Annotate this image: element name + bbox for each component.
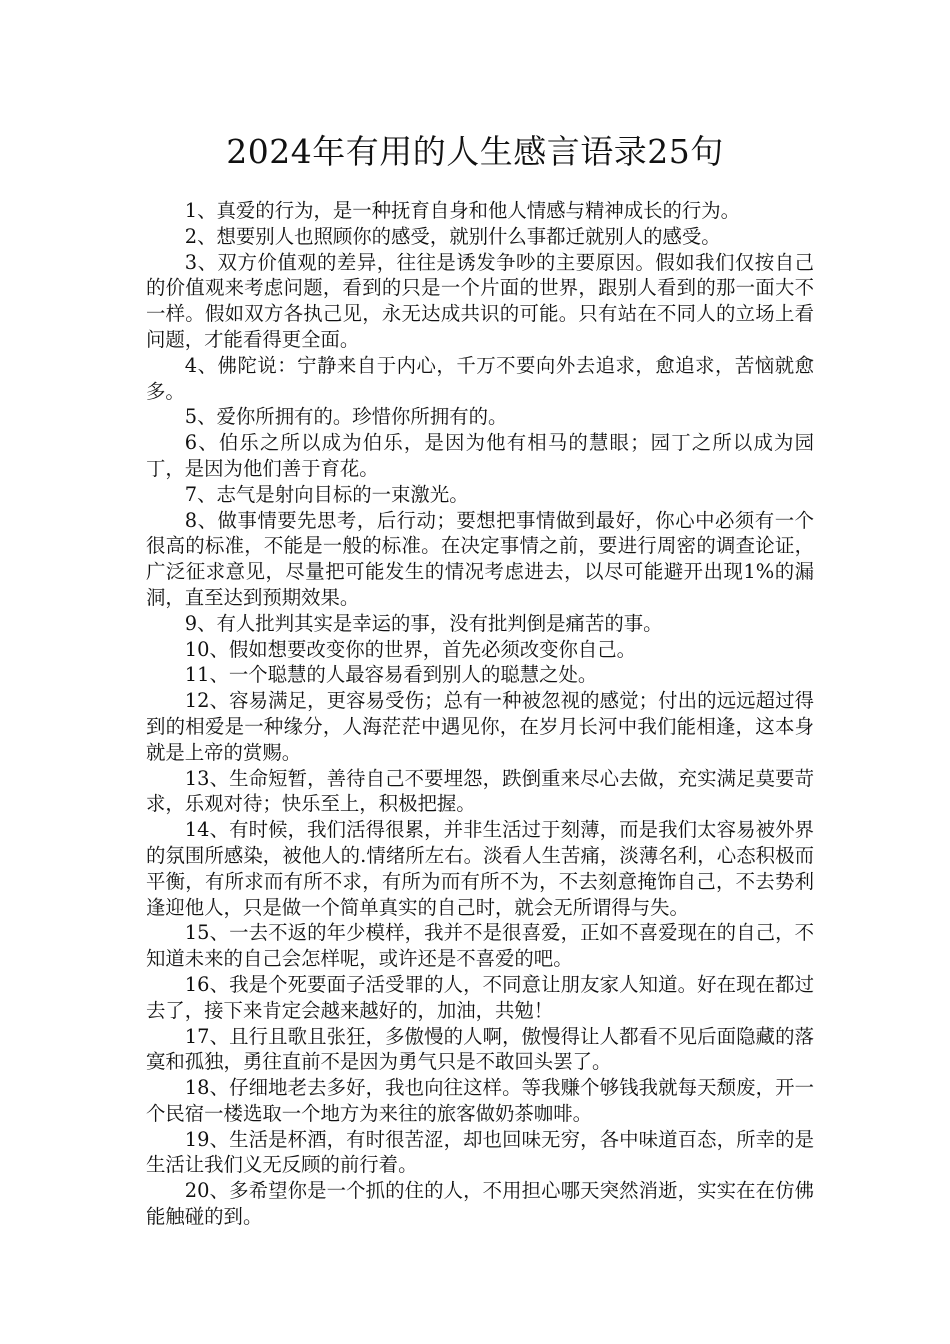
quote-paragraph-15: 15、一去不返的年少模样，我并不是很喜爱，正如不喜爱现在的自己，不知道未来的自己会怎样呢，或许还是不喜爱的吧。 (146, 921, 814, 971)
quote-paragraph-9: 9、有人批判其实是幸运的事，没有批判倒是痛苦的事。 (184, 611, 663, 635)
quote-paragraph-20: 20、多希望你是一个抓的住的人，不用担心哪天突然消逝，实实在在仿佛能触碰的到。 (146, 1179, 814, 1229)
quote-paragraph-8: 8、做事情要先思考，后行动；要想把事情做到最好，你心中必须有一个很高的标准，不能是一般的标准。在决定事情之前，要进行周密的调查论证，广泛征求意见，尽量把可能发生的情况考虑进去，以尽可能避开出现1%的漏洞，直至达到预期效果。 (146, 508, 814, 609)
quote-paragraph-17: 17、且行且歌且张狂，多傲慢的人啊，傲慢得让人都看不见后面隐藏的落寞和孤独，勇往直前不是因为勇气只是不敢回头罢了。 (146, 1024, 814, 1074)
quote-paragraph-16: 16、我是个死要面子活受罪的人，不同意让朋友家人知道。好在现在都过去了，接下来肯定会越来越好的，加油，共勉！ (146, 972, 814, 1022)
document-body (146, 198, 814, 1230)
quote-paragraph-3: 3、双方价值观的差异，往往是诱发争吵的主要原因。假如我们仅按自己的价值观来考虑问题，看到的只是一个片面的世界，跟别人看到的那一面大不一样。假如双方各执己见，永无达成共识的可能。只有站在不同人的立场上看问题，才能看得更全面。 (146, 250, 814, 351)
quote-paragraph-11: 11、一个聪慧的人最容易看到别人的聪慧之处。 (184, 663, 598, 687)
quote-paragraph-5: 5、爱你所拥有的。珍惜你所拥有的。 (184, 405, 508, 429)
document-title: 2024年有用的人生感言语录25句 (226, 132, 724, 171)
quote-paragraph-7: 7、志气是射向目标的一束激光。 (184, 482, 469, 506)
quote-paragraph-6: 6、伯乐之所以成为伯乐，是因为他有相马的慧眼；园丁之所以成为园丁，是因为他们善于育花。 (146, 431, 814, 480)
quote-paragraph-13: 13、生命短暂，善待自己不要埋怨，跌倒重来尽心去做，充实满足莫要苛求，乐观对待；快乐至上，积极把握。 (146, 766, 814, 816)
quote-paragraph-12: 12、容易满足，更容易受伤；总有一种被忽视的感觉；付出的远远超过得到的相爱是一种缘分，人海茫茫中遇见你，在岁月长河中我们能相逢，这本身就是上帝的赏赐。 (146, 689, 814, 764)
quote-paragraph-18: 18、仔细地老去多好，我也向往这样。等我赚个够钱我就每天颓废，开一个民宿一楼选取一个地方为来往的旅客做奶茶咖啡。 (146, 1076, 814, 1125)
quote-paragraph-14: 14、有时候，我们活得很累，并非生活过于刻薄，而是我们太容易被外界的氛围所感染，被他人的.情绪所左右。淡看人生苦痛，淡薄名利，心态积极而平衡，有所求而有所不求，有所为而有所不为，不去刻意掩饰自己，不去势利逢迎他人，只是做一个简单真实的自己时，就会无所谓得与失。 (146, 818, 814, 919)
quote-paragraph-2: 2、想要别人也照顾你的感受，就别什么事都迁就别人的感受。 (184, 224, 721, 248)
quote-paragraph-1: 1、真爱的行为，是一种抚育自身和他人情感与精神成长的行为。 (184, 199, 741, 222)
quote-paragraph-10: 10、假如想要改变你的世界，首先必须改变你自己。 (184, 637, 637, 661)
quote-paragraph-19: 19、生活是杯酒，有时很苦涩，却也回味无穷，各中味道百态，所幸的是生活让我们义无反顾的前行着。 (146, 1127, 814, 1177)
quote-paragraph-4: 4、佛陀说：宁静来自于内心，千万不要向外去追求，愈追求，苦恼就愈多。 (146, 353, 814, 403)
